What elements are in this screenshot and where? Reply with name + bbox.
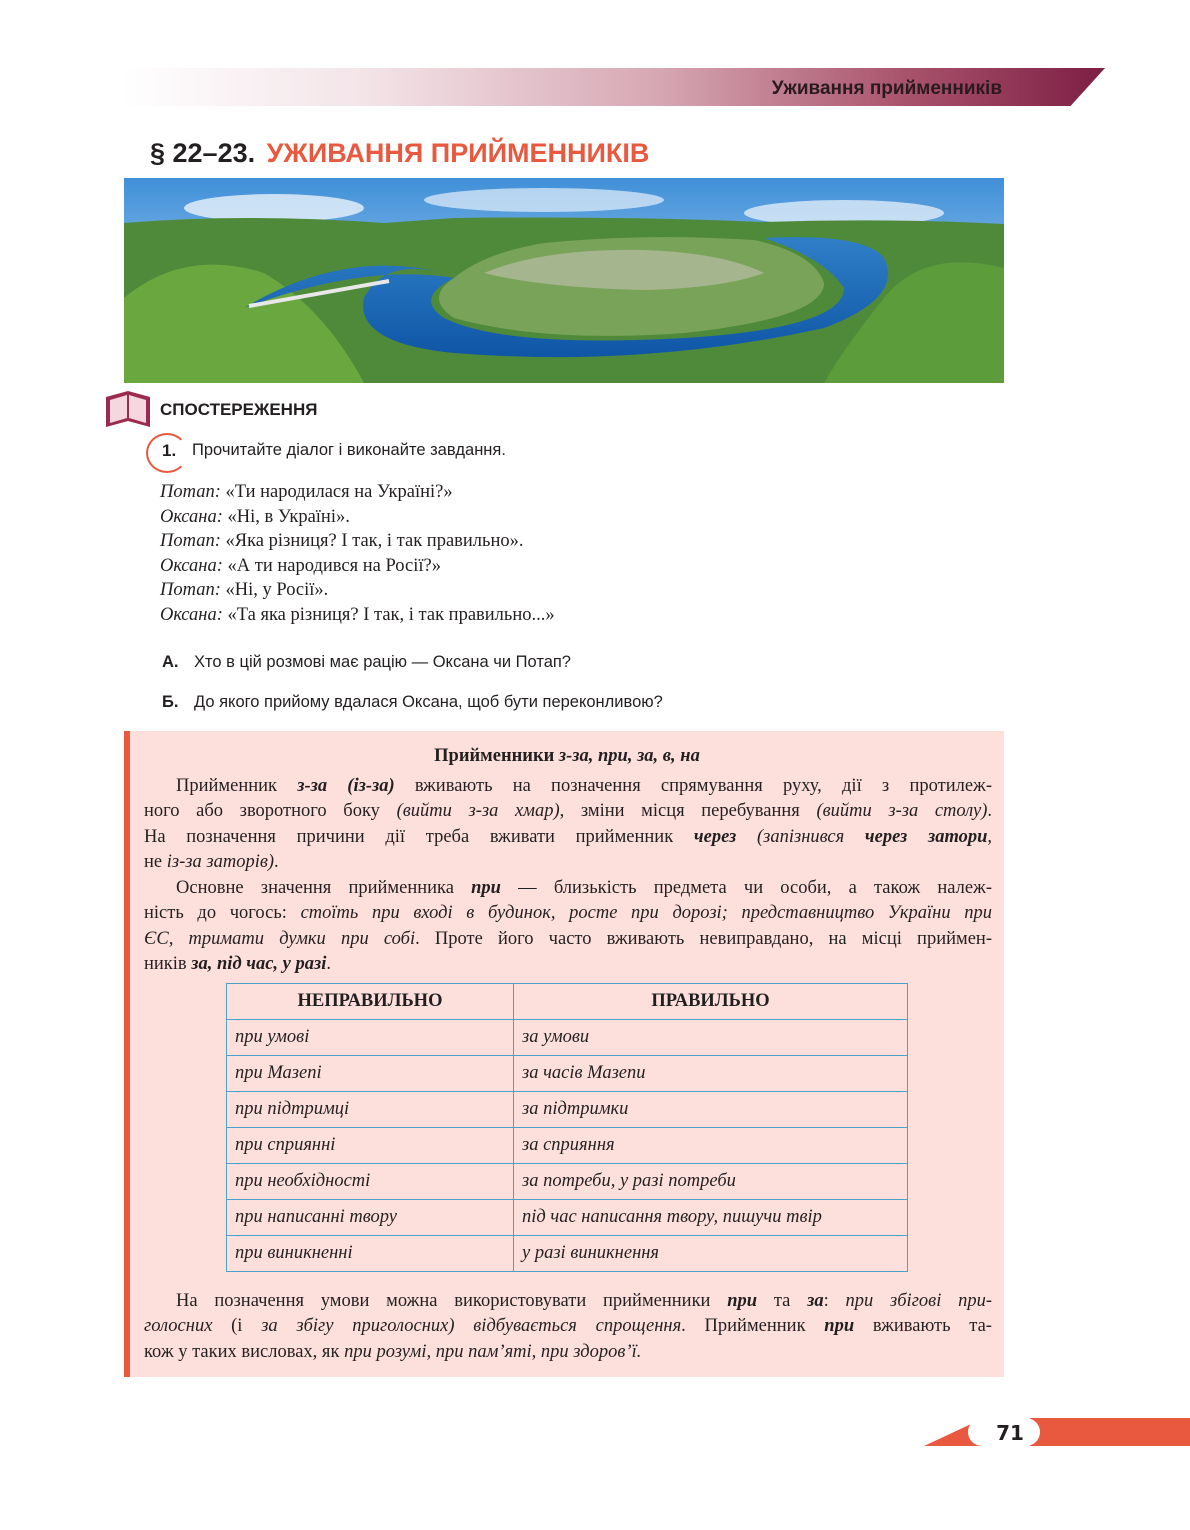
table-row — [227, 1128, 908, 1164]
rule-title-plain: Прийменники — [434, 746, 559, 766]
section-title — [150, 138, 649, 169]
rule-line: голосних (і за збігу приголосних) відбувається спрощення. Прийменник при вживають та- — [144, 1316, 992, 1337]
table-cell-incorrect: при виникненні — [227, 1236, 514, 1272]
rule-line: Основне значення прийменника при — близькість предмета чи особи, а також належ- — [176, 878, 992, 898]
running-title: Уживання прийменників — [771, 78, 1002, 99]
table-header-correct: ПРАВИЛЬНО — [514, 984, 908, 1020]
usage-table — [226, 983, 908, 1272]
table-header-incorrect: НЕПРАВИЛЬНО — [227, 984, 514, 1020]
question-text: Хто в цій розмові має рацію — Оксана чи Потап? — [194, 653, 571, 671]
rule-paragraph-1 — [144, 774, 992, 876]
dialog-text: «А ти народився на Росії?» — [222, 555, 441, 576]
table-row — [227, 1020, 908, 1056]
dialog-line — [160, 554, 555, 579]
river-canyon-photo — [124, 178, 1004, 383]
dialog-line — [160, 603, 555, 628]
dialog-text: «Яка різниця? І так, і так правильно». — [220, 531, 524, 552]
table-row — [227, 1164, 908, 1200]
question-text: До якого прийому вдалася Оксана, щоб бути переконливою? — [194, 693, 663, 711]
table-cell-incorrect: при написанні твору — [227, 1200, 514, 1236]
section-number: § 22–23. — [150, 138, 256, 168]
rule-line: не із-за заторів). — [144, 852, 279, 873]
section-name: УЖИВАННЯ ПРИЙМЕННИКІВ — [266, 138, 650, 168]
dialog-speaker: Потап: — [160, 580, 221, 601]
dialog-text: «Ні, в Україні». — [222, 506, 350, 527]
dialog-text: «Ти народилася на Україні?» — [220, 482, 453, 502]
table-cell-incorrect: при підтримці — [227, 1092, 514, 1128]
question-b — [162, 693, 663, 712]
table-row — [227, 1236, 908, 1272]
dialog-speaker: Оксана: — [160, 506, 223, 527]
table-cell-correct: за часів Мазепи — [514, 1056, 908, 1092]
rule-line: ників за, під час, у разі. — [144, 954, 331, 975]
dialog-speaker: Оксана: — [160, 555, 223, 576]
rule-line: ного або зворотного боку (вийти з-за хмар), зміни місця перебування (вийти з-за столу). — [144, 801, 993, 822]
page-number: 71 — [996, 1421, 1024, 1445]
rule-paragraph-3 — [144, 1289, 992, 1365]
table-row — [227, 1056, 908, 1092]
table-row — [227, 1092, 908, 1128]
rule-paragraph-2 — [144, 876, 992, 978]
table-header-row — [227, 984, 908, 1020]
rule-line: На позначення умови можна використовувати прийменники при та за: при збігові при- — [176, 1291, 993, 1311]
dialog-speaker: Оксана: — [160, 604, 223, 625]
table-cell-incorrect: при Мазепі — [227, 1056, 514, 1092]
question-letter: Б. — [162, 693, 179, 711]
rule-line: ність до чогось: стоїть при вході в будинок, росте при дорозі; представництво України при — [144, 903, 992, 924]
task-number: 1. — [162, 441, 177, 460]
dialog-speaker: Потап: — [160, 482, 221, 502]
dialog-line — [160, 505, 555, 530]
dialog — [160, 480, 555, 628]
dialog-text: «Ні, у Росії». — [220, 580, 329, 601]
table-cell-correct: за підтримки — [514, 1092, 908, 1128]
dialog-speaker: Потап: — [160, 531, 221, 552]
rule-line: ЄС, тримати думки при собі. Проте його часто вживають невиправдано, на місці приймен- — [144, 928, 992, 949]
rule-line: кож у таких висловах, як при розумі, при пам’яті, при здоров’ї. — [144, 1341, 642, 1362]
task-instruction: Прочитайте діалог і виконайте завдання. — [192, 441, 506, 459]
dialog-line — [160, 578, 555, 603]
question-a — [162, 653, 571, 672]
table-cell-correct: за умови — [514, 1020, 908, 1056]
rule-line: Прийменник з-за (із-за) вживають на позначення спрямування руху, дії з протилеж- — [176, 776, 992, 796]
table-cell-correct: у разі виникнення — [514, 1236, 908, 1272]
dialog-text: «Та яка різниця? І так, і так правильно...» — [222, 604, 555, 625]
table-row — [227, 1200, 908, 1236]
table-cell-correct: за сприяння — [514, 1128, 908, 1164]
table-cell-correct: під час написання твору, пишучи твір — [514, 1200, 908, 1236]
rule-title-italic: з-за, при, за, в, на — [558, 746, 700, 766]
dialog-line — [160, 529, 555, 554]
observation-title: СПОСТЕРЕЖЕННЯ — [160, 400, 318, 419]
dialog-line — [160, 480, 555, 505]
rule-line: На позначення причини дії треба вживати прийменник через (запізнився через затори, — [144, 826, 993, 847]
table-cell-incorrect: при сприянні — [227, 1128, 514, 1164]
page-number-bar — [1030, 1418, 1190, 1446]
table-cell-incorrect: при необхідності — [227, 1164, 514, 1200]
open-book-icon — [100, 387, 156, 433]
rule-title — [130, 746, 1004, 767]
question-letter: А. — [162, 653, 179, 671]
table-cell-correct: за потреби, у разі потреби — [514, 1164, 908, 1200]
table-cell-incorrect: при умові — [227, 1020, 514, 1056]
